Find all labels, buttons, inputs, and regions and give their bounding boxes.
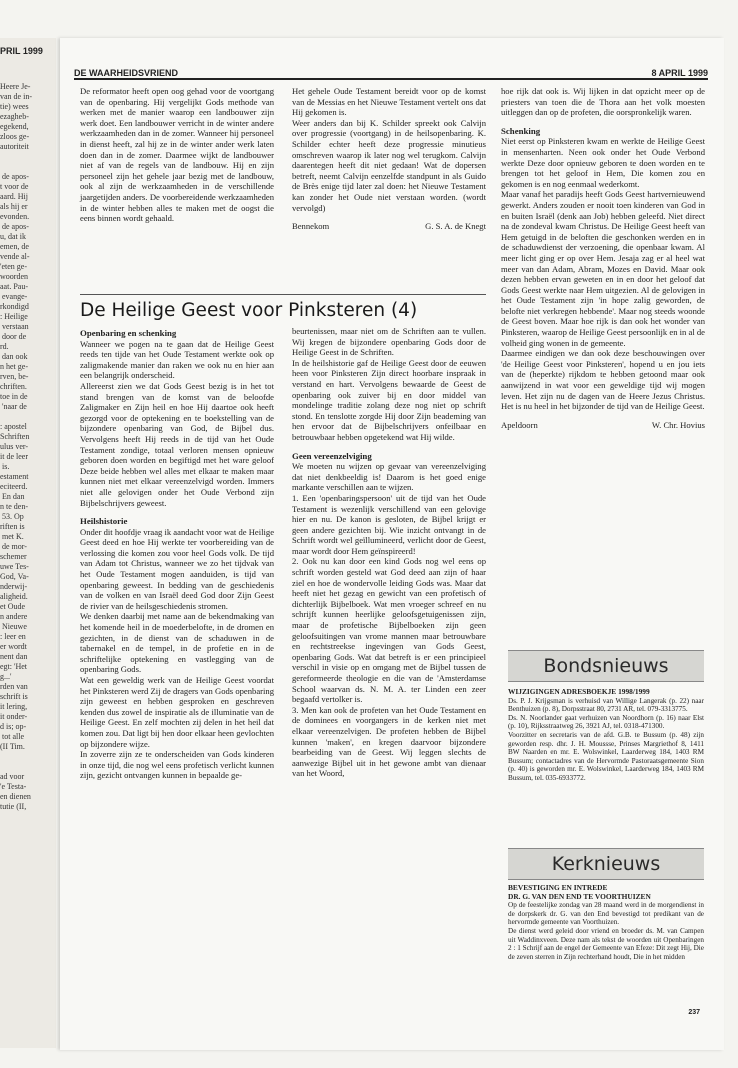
paragraph: Ds. P. J. Krijgsman is verhuisd van Willige Langerak (p. 22) naar Benthuizen (p. 8), Dorpsstraat 80, 2731 AR, tel. 079-3313775.	[508, 696, 704, 714]
section-heading: Heilshistorie	[80, 516, 128, 527]
signature-place: Apeldoorn	[501, 419, 538, 430]
article-column-2	[292, 326, 486, 779]
article-column-3	[501, 86, 705, 430]
paragraph: In de heilshistorie gaf de Heilige Geest door de eeuwen heen voor Pinksteren Zijn direct hoorbare inspraak in verstand en hart. Vervolgens bewaarde de Geest de openbaring ook zuiver bij en door middel van mondelinge traditie zolang deze nog niet op schrift stond. En tenslotte zorgde Hij door Zijn beademing van hen ervoor dat de Bijbelschrijvers onfeilbaar en betrouwbaar hebben opgetekend wat Hij wilde.	[292, 357, 486, 442]
paragraph: Ds. N. Noorlander gaat verhuizen van Noordhorn (p. 16) naar Elst (p. 10), Rijksstraatweg 26, 3921 AJ, tel. 0318-471300.	[508, 713, 704, 731]
paragraph: Op de feestelijke zondag van 28 maand werd in de morgendienst in de dorpskerk dr. G. van den End bevestigd tot predikant van de hervormde gemeente van Voorthuizen.	[508, 901, 704, 927]
signature-name: G. S. A. de Knegt	[425, 221, 486, 232]
section-heading: Geen vereenzelviging	[292, 450, 372, 461]
paragraph: 2. Ook nu kan door een kind Gods nog wel eens op schrift worden gesteld wat God deed aan zijn of haar ziel en hoe de wondervolle leiding Gods was. Maar dat heeft niet het gezag en gewicht van een profetisch of dichterlijk Bijbelboek. Wat men vroeger schreef en nu schrijft kunnen heerlijke geloofsgetuigenissen zijn, maar de profetische Bijbelboeken zijn geen geloofsuitingen van vrome mannen maar betrouwbare en rechtstreekse ingevingen van Gods Geest, openbaring Gods. Wat dat betreft is er een principieel verschil in visie op en omgang met de Bijbel tussen de gereformeerde theologie en die van de 'Amsterdamse School waarvan ds. N. M. A. ter Linden een zeer begaafd vertolker is.	[292, 556, 486, 705]
previous-page-edge	[0, 38, 56, 1048]
paragraph: Wanneer we pogen na te gaan dat de Heilige Geest reeds ten tijde van het Oude Testament werkte ook op zaligmakende manier dan raken we ook nu en hier aan een belangrijk onderscheid.	[80, 338, 274, 381]
paragraph: We moeten nu wijzen op gevaar van vereenzelviging dat niet denkbeeldig is! Daarom is het goed enige markante verschillen aan te wijzen.	[292, 461, 486, 493]
paragraph: hoe rijk dat ook is. Wij lijken in dat opzicht meer op de priesters van toen die de Thora aan het volk moesten uitleggen dan op de profeten, die oorspronkelijk waren.	[501, 86, 705, 118]
section-heading: Schenking	[501, 125, 541, 136]
paragraph: Maar vanaf het paradijs heeft Gods Geest hartvernieuwend gewerkt. Anders zouden er nooit toen kinderen van God in en buiten Israël (denk aan Job) hebben geleefd. Niet direct na de zondeval kwam Christus. De Heilige Geest heeft van Hem getuigd in de beloften die geschonken werden en in de schaduwdienst der verzoening, die openbaar kwam. Al meer licht ging er op over Hem. Jesaja zag er al heel wat meer van dan Adam, Abram, Mozes en David. Maar ook dezen hebben ervan geweten en in en door het geloof dat Gods Geest werkte naar Hem uitgezien. Al de gelovigen in het Oude Testament zijn 'in hope zalig geworden, de belofte niet verkregen hebbende'. Maar nog steeds woonde de Geest boven. Maar hoe rijk is dan ook het wonder van Pinksteren, waarop de Heilige Geest persoonlijk en in al de volheid ging wonen in de gemeente.	[501, 189, 705, 348]
kerknieuws-body	[508, 884, 704, 961]
divider	[80, 294, 486, 295]
page-number: 237	[688, 1009, 700, 1016]
article-title: De Heilige Geest voor Pinksteren (4)	[80, 300, 418, 321]
paragraph: Niet eerst op Pinksteren kwam en werkte de Heilige Geest in mensenharten. Neen ook onder het Oude Verbond werkte Deze door opnieuw geboren te doen worden en te brengen tot het geloof in Hem, Die komen zou en gekomen is en nog eenmaal wederkomt.	[501, 136, 705, 189]
paragraph: Onder dit hoofdje vraag ik aandacht voor wat de Heilige Geest deed en hoe Hij werkte ter voorbereiding van de verlossing die komen zou voor heel Gods volk. De tijd van Adam tot Christus, wanneer we zo het tijdvak van het Oude Testament mogen aanduiden, is tijd van openbaring geweest. In bedding van de geschiedenis van de volken en van Israël deed God door Zijn Geest de rivier van de heilsgeschiedenis stromen.	[80, 526, 275, 611]
signature-name: W. Chr. Hovius	[651, 419, 705, 430]
issue-date: 8 APRIL 1999	[651, 68, 708, 78]
page-header	[74, 62, 708, 80]
paragraph: Allereerst zien we dat Gods Geest bezig is in het tot stand brengen van de komst van de beloofde Zaligmaker en Zijn heil en hoe Hij daartoe ook heeft gezorgd voor de optekening en te boekstelling van de bijzondere openbaring van God, de Bijbel dus. Vervolgens heeft Hij reeds in de tijd van het Oude Testament zondige, totaal verloren mensen opnieuw geboren doen worden en begiftigd met het ware geloof Deze beide hebben wel alles met elkaar te maken maar kunnen niet met elkaar vereenzelvigd worden. Immers niet alle gelovigen onder het Oude Verbond zijn Bijbelschrijvers geweest.	[80, 380, 274, 508]
news-heading: WIJZIGINGEN ADRESBOEKJE 1998/1999	[508, 687, 650, 696]
paragraph: De dienst werd geleid door vriend en broeder ds. M. van Campen uit Waddinxveen. Deze nam als tekst de woorden uit Openbaringen 2 : 1 Schrijf aan de engel der Gemeente van Efeze: Dit zegt Hij, Die de zeven sterren in Zijn rechterhand houdt, Die in het midden	[508, 926, 704, 961]
paragraph: beurtenissen, maar niet om de Schriften aan te vullen. Wij kregen de bijzondere openbaring Gods door de Heilige Geest in de Schriften.	[292, 326, 486, 358]
previous-page-header: PRIL 1999	[0, 46, 43, 56]
section-heading: Openbaring en schenking	[80, 328, 177, 338]
paragraph: Voorzitter en secretaris van de afd. G.B. te Bussum (p. 48) zijn geworden resp. dhr. J. H. Moussse, Prinses Margriethof 8, 1411 BW Naarden en mr. E. Wolswinkel, Laarderweg 184, 1403 RM Bussum; contactadres van de Hervormde Pastoraatsgemeente Sion (p. 40) is geworden mr. E. Wolswinkel, Laarderweg 184, 1403 RM Bussum, tel. 035-6933772.	[508, 730, 704, 782]
news-heading: DR. G. VAN DEN END TE VOORTHUIZEN	[508, 891, 651, 901]
paragraph: 1. Een 'openbaringspersoon' uit de tijd van het Oude Testament is wezenlijk verschillend van een gelovige hier en nu. De kanon is gesloten, de Bijbel krijgt er geen andere gezichten bij. Wie inzicht ontvangt in de Schrift wordt wel geïllumineerd, verlicht door de Geest, maar wordt door Hem geïnspireerd!	[292, 492, 486, 556]
paragraph: We denken daarbij met name aan de bekendmaking van het komende heil in de moederbelofte, in de dromen en gezichten, in de dienst van de schaduwen in de tabernakel en de tempel, in de profetie en in de schriftelijke optekening en vastlegging van de openbaring Gods.	[80, 611, 274, 675]
kerknieuws-heading: Kerknieuws	[508, 848, 704, 880]
paragraph: De reformator heeft open oog gehad voor de voortgang van de openbaring. Hij vergelijkt Gods methode van werken met de manier waarop een landbouwer zijn werk doet. Een landbouwer verricht in de winter andere werkzaamheden dan in de zomer. Wanneer hij personeel in dienst heeft, zal hij ze in de winter ander werk laten doen dan in de zomer. Daarmee wijkt de landbouwer niet af van de regels van de landbouw. Hij en zijn personeel zijn het gehele jaar bezig met de landbouw, ook al zijn de werkzaamheden in de verschillende jaargetijden anders. De voorbereidende werkzaamheden in de winter hebben alles te maken met de oogst die eens binnen wordt gehaald.	[80, 86, 274, 224]
news-heading: BEVESTIGING EN INTREDE	[508, 883, 608, 892]
signature	[501, 420, 705, 431]
paragraph: In zoverre zijn ze te onderscheiden van Gods kinderen in onze tijd, die nog wel eens profetisch verlicht kunnen zijn, gezicht ontvangen kunnen in bepaalde ge-	[80, 749, 274, 781]
paragraph: 3. Men kan ook de profeten van het Oude Testament en de dominees en voorgangers in de kerken niet met elkaar vereenzelvigen. De profeten hebben de Bijbel kunnen 'maken', en kregen daarvoor bijzondere bearbeiding van de Geest. Wij leggen slechts de aanwezige Bijbel uit in het gewone ambt van dienaar van het Woord,	[292, 704, 486, 779]
article-column-1	[80, 326, 274, 781]
paragraph: Daarmee eindigen we dan ook deze beschouwingen over 'de Heilige Geest voor Pinksteren', hopend u en jou iets van de (heperkte) rijkdom te hebben getoond maar ook aanwijzend in wat voor een geweldige tijd wij mogen leven. Het zijn nu de dagen van de Heere Jezus Christus. Het is nu heel in het bijzonder de tijd van de Heilige Geest.	[501, 348, 705, 412]
bondsnieuws-heading: Bondsnieuws	[508, 650, 704, 682]
publication-name: DE WAARHEIDSVRIEND	[74, 68, 179, 78]
paragraph: Weer anders dan bij K. Schilder spreekt ook Calvijn over progressie (voortgang) in de heilsopenbaring. K. Schilder echter heeft deze progressie minutieus omschreven waarop ik later nog wel terugkom. Calvijn daarentegen heeft dit niet gedaan! Wat de dopersen betreft, neemt Calvijn eenzelfde standpunt in als Guido de Brès enige tijd later zal doen: het Nieuwe Testament kan zonder het Oude niet verstaan worden. (wordt vervolgd)	[292, 117, 486, 213]
bondsnieuws-body	[508, 688, 704, 783]
paragraph: Het gehele Oude Testament bereidt voor op de komst van de Messias en het Nieuwe Testament vertelt ons dat Hij gekomen is.	[292, 86, 486, 118]
signature	[292, 221, 486, 232]
newspaper-page	[60, 38, 724, 1050]
top-column-2	[292, 86, 486, 232]
previous-page-text: Heere Je- van de in- tie) wees ezagheb- egekend, zloos ge- autoriteit de apos- t voor de aard. Hij als hij er evonden. de apos- u, dat ik emen, de vende al- 'eten ge- woorden aat. Pau- evange- rkondigd : Heilige verstaan door de rd. dan ook n het ge- rven, be- chriften. toe in de 'naar de : apostel Schriften ulus ver- it de leer is. estament eciteerd. En dan n te den- 53. Op riften is met K. de mor- schemer uwe Tes- God, Va- nderwij- aligheid. et Oude n andere Nieuwe : leer en er wordt nent dan egt: 'Het g...' rden van schrift is it lering, it onder- d is; op- tot alle (II Tim. ad voor 'e Testa- en dienen tutie (II,	[0, 82, 32, 811]
top-column-1	[80, 86, 274, 224]
paragraph: Wat een geweldig werk van de Heilige Geest voordat het Pinksteren werd Zij de dragers van Gods openbaring zijn geweest en hebben gesproken en geschreven kenden dus zowel de inspiratie als de illuminatie van de Heilige Geest. En zelf mochten zij delen in het heil dat komen zou. Dat ligt bij hen door elkaar heen gevlochten op bijzondere wijze.	[80, 675, 274, 749]
signature-place: Bennekom	[292, 221, 330, 232]
